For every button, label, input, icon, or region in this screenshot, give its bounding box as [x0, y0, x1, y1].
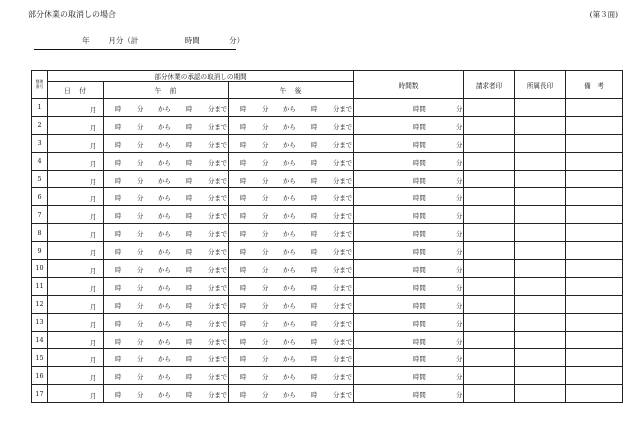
form-title: 部分休業の取消しの場合: [28, 10, 116, 19]
applicant-seal-cell[interactable]: [464, 170, 515, 188]
date-cell[interactable]: 月: [48, 277, 104, 295]
date-cell[interactable]: 月: [48, 116, 104, 134]
supervisor-seal-cell[interactable]: [515, 152, 566, 170]
date-header: 日 付: [48, 82, 104, 99]
applicant-seal-cell[interactable]: [464, 295, 515, 313]
date-cell[interactable]: 月: [48, 224, 104, 242]
am-period-cell[interactable]: 時 分 から 時 分まで: [104, 116, 229, 134]
row-number: 13: [32, 313, 48, 331]
table-row: [32, 242, 623, 260]
table-row: [32, 152, 623, 170]
summary-minutes: 分）: [229, 36, 245, 45]
hours-cell[interactable]: 時間 分: [354, 134, 464, 152]
hours-header: 時間数: [354, 71, 464, 99]
supervisor-seal-cell[interactable]: [515, 170, 566, 188]
row-number: 11: [32, 277, 48, 295]
remarks-cell[interactable]: [566, 116, 623, 134]
am-period-cell[interactable]: 時 分 から 時 分まで: [104, 277, 229, 295]
row-number: 12: [32, 295, 48, 313]
table-row: [32, 170, 623, 188]
hours-cell[interactable]: 時間 分: [354, 116, 464, 134]
date-cell[interactable]: 月: [48, 206, 104, 224]
pm-period-cell[interactable]: 時 分 から 時 分まで: [229, 277, 354, 295]
pm-period-cell[interactable]: 時 分 から 時 分まで: [229, 260, 354, 278]
supervisor-seal-cell[interactable]: [515, 260, 566, 278]
applicant-seal-cell[interactable]: [464, 260, 515, 278]
row-number: 9: [32, 242, 48, 260]
table-row: [32, 224, 623, 242]
am-period-cell[interactable]: 時 分 から 時 分まで: [104, 134, 229, 152]
remarks-cell[interactable]: [566, 367, 623, 385]
hours-cell[interactable]: 時間 分: [354, 188, 464, 206]
supervisor-seal-cell[interactable]: [515, 224, 566, 242]
remarks-cell[interactable]: [566, 170, 623, 188]
applicant-seal-cell[interactable]: [464, 367, 515, 385]
am-period-cell[interactable]: 時 分 から 時 分まで: [104, 313, 229, 331]
hours-cell[interactable]: 時間 分: [354, 260, 464, 278]
row-number: 3: [32, 134, 48, 152]
supervisor-seal-cell[interactable]: [515, 206, 566, 224]
hours-cell[interactable]: 時間 分: [354, 242, 464, 260]
applicant-seal-cell[interactable]: [464, 277, 515, 295]
applicant-seal-cell[interactable]: [464, 152, 515, 170]
applicant-seal-cell[interactable]: [464, 99, 515, 117]
pm-header: 午 後: [229, 82, 354, 99]
date-cell[interactable]: 月: [48, 385, 104, 403]
pm-period-cell[interactable]: 時 分 から 時 分まで: [229, 116, 354, 134]
applicant-seal-header: 請求者印: [464, 71, 515, 99]
applicant-seal-cell[interactable]: [464, 349, 515, 367]
date-cell[interactable]: 月: [48, 260, 104, 278]
pm-period-cell[interactable]: 時 分 から 時 分まで: [229, 313, 354, 331]
pm-period-cell[interactable]: 時 分 から 時 分まで: [229, 134, 354, 152]
row-number: 16: [32, 367, 48, 385]
row-number: 1: [32, 99, 48, 117]
remarks-cell[interactable]: [566, 277, 623, 295]
table-row: [32, 99, 623, 117]
hours-cell[interactable]: 時間 分: [354, 313, 464, 331]
am-period-cell[interactable]: 時 分 から 時 分まで: [104, 206, 229, 224]
supervisor-seal-cell[interactable]: [515, 295, 566, 313]
hours-cell[interactable]: 時間 分: [354, 367, 464, 385]
am-period-cell[interactable]: 時 分 から 時 分まで: [104, 349, 229, 367]
am-period-cell[interactable]: 時 分 から 時 分まで: [104, 242, 229, 260]
hours-cell[interactable]: 時間 分: [354, 277, 464, 295]
hours-cell[interactable]: 時間 分: [354, 385, 464, 403]
date-cell[interactable]: 月: [48, 152, 104, 170]
applicant-seal-cell[interactable]: [464, 313, 515, 331]
remarks-cell[interactable]: [566, 99, 623, 117]
table-row: [32, 134, 623, 152]
applicant-seal-cell[interactable]: [464, 385, 515, 403]
date-cell[interactable]: 月: [48, 313, 104, 331]
applicant-seal-cell[interactable]: [464, 134, 515, 152]
applicant-seal-cell[interactable]: [464, 242, 515, 260]
table-row: [32, 206, 623, 224]
remarks-cell[interactable]: [566, 260, 623, 278]
supervisor-seal-cell[interactable]: [515, 331, 566, 349]
supervisor-seal-header: 所属長印: [515, 71, 566, 99]
am-period-cell[interactable]: 時 分 から 時 分まで: [104, 385, 229, 403]
table-row: [32, 385, 623, 403]
summary-hours: 時間: [184, 36, 200, 45]
table-row: [32, 367, 623, 385]
date-cell[interactable]: 月: [48, 295, 104, 313]
remarks-cell[interactable]: [566, 152, 623, 170]
row-number: 15: [32, 349, 48, 367]
supervisor-seal-cell[interactable]: [515, 134, 566, 152]
remarks-cell[interactable]: [566, 224, 623, 242]
pm-period-cell[interactable]: 時 分 から 時 分まで: [229, 170, 354, 188]
remarks-cell[interactable]: [566, 134, 623, 152]
remarks-cell[interactable]: [566, 206, 623, 224]
pm-period-cell[interactable]: 時 分 から 時 分まで: [229, 349, 354, 367]
row-number: 17: [32, 385, 48, 403]
supervisor-seal-cell[interactable]: [515, 349, 566, 367]
page-number: (第３面): [589, 10, 618, 19]
hours-cell[interactable]: 時間 分: [354, 99, 464, 117]
table-row: [32, 349, 623, 367]
pm-period-cell[interactable]: 時 分 から 時 分まで: [229, 331, 354, 349]
pm-period-cell[interactable]: 時 分 から 時 分まで: [229, 99, 354, 117]
row-number: 6: [32, 188, 48, 206]
date-cell[interactable]: 月: [48, 349, 104, 367]
hours-cell[interactable]: 時間 分: [354, 349, 464, 367]
hours-cell[interactable]: 時間 分: [354, 295, 464, 313]
summary-year: 年: [82, 36, 90, 45]
cancellation-table: [31, 70, 623, 403]
applicant-seal-cell[interactable]: [464, 206, 515, 224]
table-row: [32, 188, 623, 206]
am-period-cell[interactable]: 時 分 から 時 分まで: [104, 224, 229, 242]
am-period-cell[interactable]: 時 分 から 時 分まで: [104, 295, 229, 313]
supervisor-seal-cell[interactable]: [515, 116, 566, 134]
pm-period-cell[interactable]: 時 分 から 時 分まで: [229, 385, 354, 403]
am-period-cell[interactable]: 時 分 から 時 分まで: [104, 188, 229, 206]
applicant-seal-cell[interactable]: [464, 116, 515, 134]
table-row: [32, 295, 623, 313]
row-number: 14: [32, 331, 48, 349]
period-header: 部分休業の承認の取消しの期間: [48, 71, 354, 82]
am-period-cell[interactable]: 時 分 から 時 分まで: [104, 152, 229, 170]
row-number: 2: [32, 116, 48, 134]
am-period-cell[interactable]: 時 分 から 時 分まで: [104, 170, 229, 188]
supervisor-seal-cell[interactable]: [515, 242, 566, 260]
date-cell[interactable]: 月: [48, 134, 104, 152]
hours-cell[interactable]: 時間 分: [354, 152, 464, 170]
table-row: [32, 313, 623, 331]
number-header: 整理 番号: [32, 71, 48, 99]
date-cell[interactable]: 月: [48, 242, 104, 260]
pm-period-cell[interactable]: 時 分 から 時 分まで: [229, 224, 354, 242]
pm-period-cell[interactable]: 時 分 から 時 分まで: [229, 206, 354, 224]
row-number: 5: [32, 170, 48, 188]
remarks-cell[interactable]: [566, 331, 623, 349]
table-row: [32, 331, 623, 349]
date-cell[interactable]: 月: [48, 188, 104, 206]
pm-period-cell[interactable]: 時 分 から 時 分まで: [229, 188, 354, 206]
date-cell[interactable]: 月: [48, 367, 104, 385]
hours-cell[interactable]: 時間 分: [354, 224, 464, 242]
remarks-cell[interactable]: [566, 313, 623, 331]
pm-period-cell[interactable]: 時 分 から 時 分まで: [229, 242, 354, 260]
supervisor-seal-cell[interactable]: [515, 385, 566, 403]
summary-underline: [34, 49, 236, 50]
date-cell[interactable]: 月: [48, 170, 104, 188]
remarks-header: 備 考: [566, 71, 623, 99]
remarks-cell[interactable]: [566, 349, 623, 367]
remarks-cell[interactable]: [566, 295, 623, 313]
remarks-cell[interactable]: [566, 188, 623, 206]
supervisor-seal-cell[interactable]: [515, 99, 566, 117]
date-cell[interactable]: 月: [48, 99, 104, 117]
period-summary: [82, 35, 244, 46]
am-period-cell[interactable]: 時 分 から 時 分まで: [104, 331, 229, 349]
date-cell[interactable]: 月: [48, 331, 104, 349]
row-number: 8: [32, 224, 48, 242]
supervisor-seal-cell[interactable]: [515, 367, 566, 385]
row-number: 7: [32, 206, 48, 224]
supervisor-seal-cell[interactable]: [515, 277, 566, 295]
supervisor-seal-cell[interactable]: [515, 188, 566, 206]
am-header: 午 前: [104, 82, 229, 99]
applicant-seal-cell[interactable]: [464, 224, 515, 242]
applicant-seal-cell[interactable]: [464, 331, 515, 349]
table-row: [32, 116, 623, 134]
table-row: [32, 260, 623, 278]
pm-period-cell[interactable]: 時 分 から 時 分まで: [229, 152, 354, 170]
table-row: [32, 277, 623, 295]
applicant-seal-cell[interactable]: [464, 188, 515, 206]
pm-period-cell[interactable]: 時 分 から 時 分まで: [229, 295, 354, 313]
row-number: 10: [32, 260, 48, 278]
am-period-cell[interactable]: 時 分 から 時 分まで: [104, 260, 229, 278]
summary-month: 月分（計: [108, 36, 139, 45]
am-period-cell[interactable]: 時 分 から 時 分まで: [104, 99, 229, 117]
hours-cell[interactable]: 時間 分: [354, 206, 464, 224]
hours-cell[interactable]: 時間 分: [354, 170, 464, 188]
hours-cell[interactable]: 時間 分: [354, 331, 464, 349]
pm-period-cell[interactable]: 時 分 から 時 分まで: [229, 367, 354, 385]
supervisor-seal-cell[interactable]: [515, 313, 566, 331]
table-body: [32, 99, 623, 403]
remarks-cell[interactable]: [566, 242, 623, 260]
row-number: 4: [32, 152, 48, 170]
remarks-cell[interactable]: [566, 385, 623, 403]
am-period-cell[interactable]: 時 分 から 時 分まで: [104, 367, 229, 385]
